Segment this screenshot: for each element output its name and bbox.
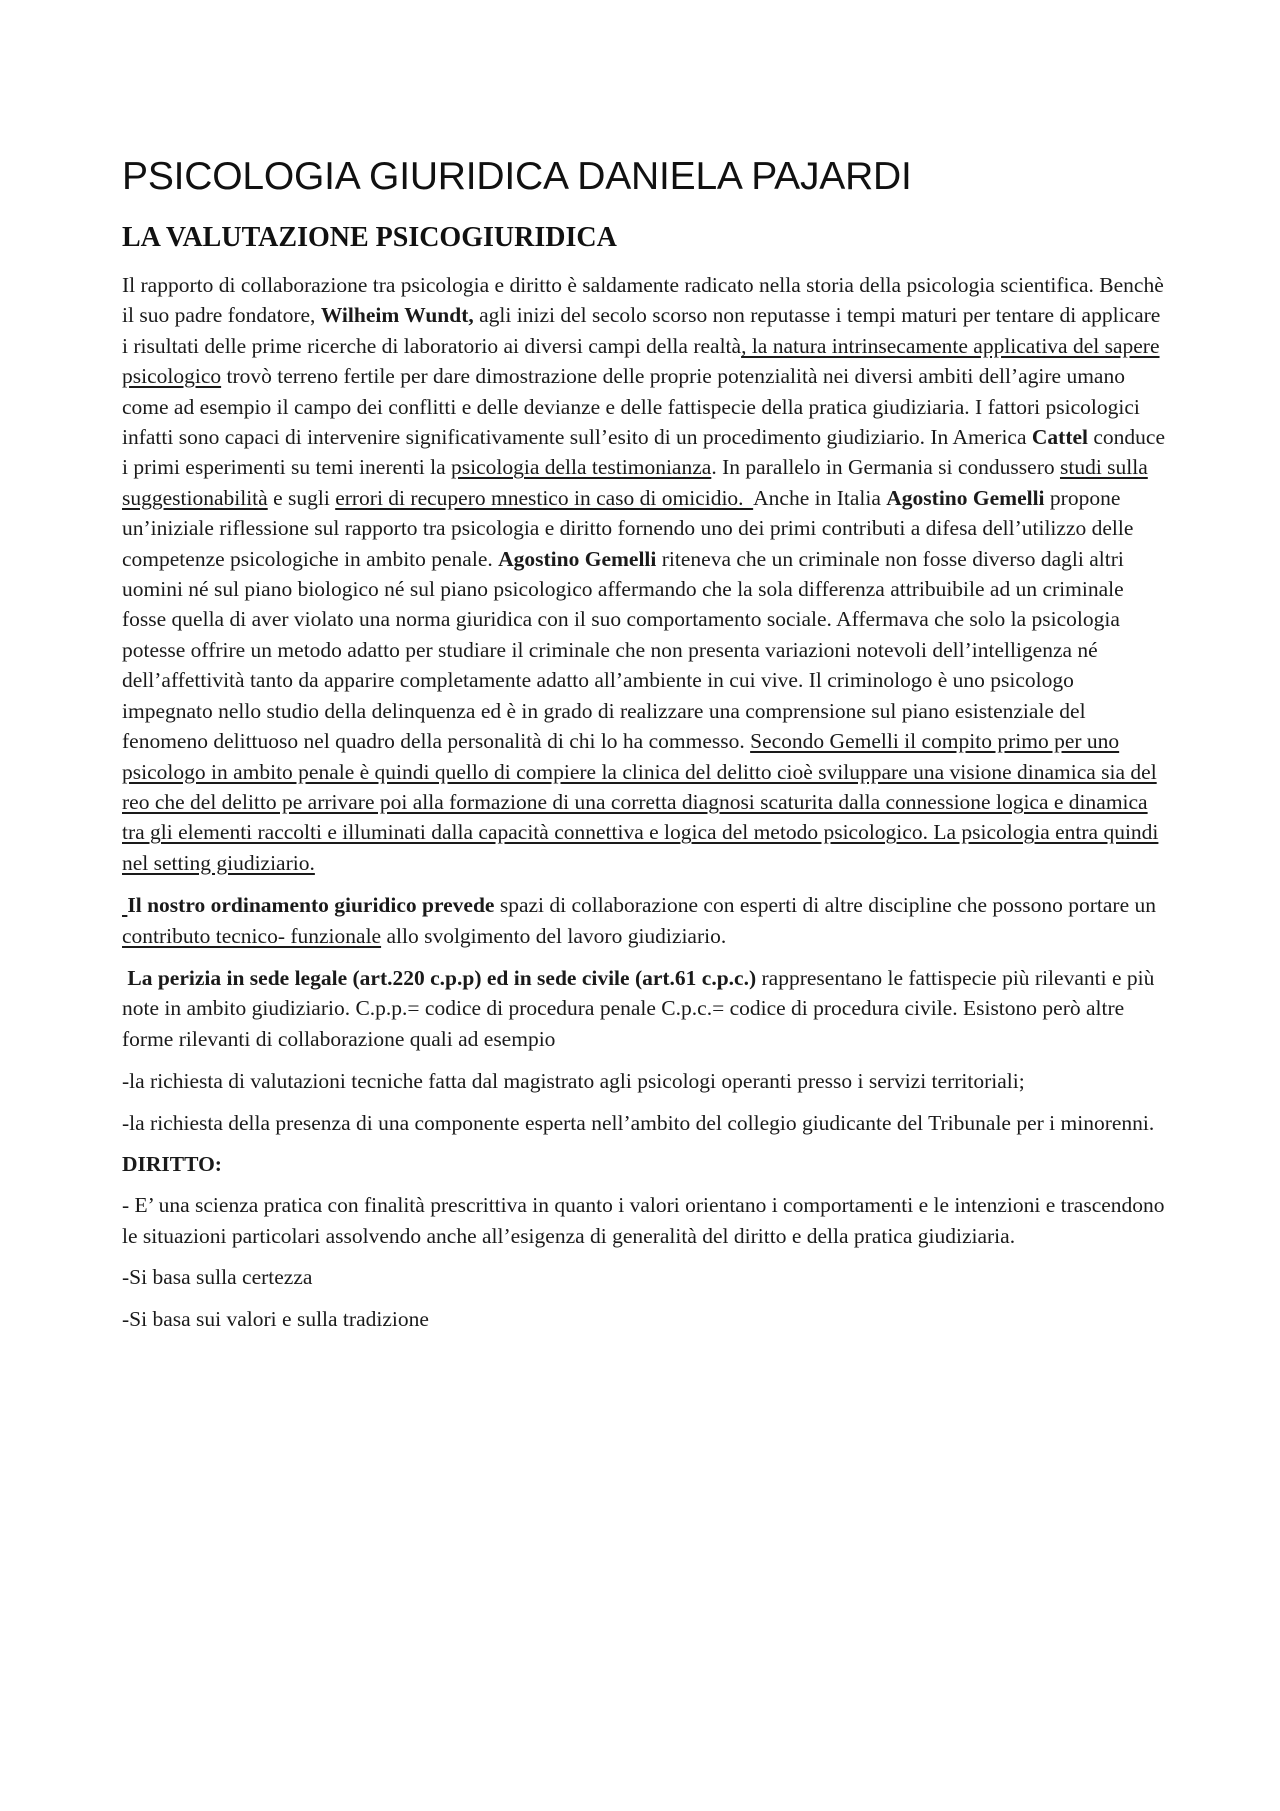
underlined-phrase: , la natura intrinsecamente applicativa del sapere psicologico (122, 333, 1160, 389)
bold-phrase: La perizia in sede legale (art.220 c.p.p) ed in sede civile (art.61 c.p.c.) (127, 965, 757, 990)
text-run: Il rapporto di collaborazione tra psicologia e diritto è saldamente radicato nella storia della psicologia scientifica. Benchè il suo padre fondatore, (122, 273, 1164, 328)
underlined-phrase: errori di recupero mnestico in caso di omicidio. (335, 485, 754, 510)
section-heading: LA VALUTAZIONE PSICOGIURIDICA (122, 222, 617, 253)
paragraph-history (122, 270, 1167, 878)
text-run: conduce i primi esperimenti su temi inerenti la (122, 425, 1166, 480)
text-run: allo svolgimento del lavoro giudiziario. (381, 923, 727, 948)
underlined-passage: Secondo Gemelli il compito primo per uno psicologo in ambito penale è quindi quello di compiere la clinica del delitto cioè sviluppare una visione dinamica sia del reo che del delitto pe arrivare poi alla formazione di una corretta diagnosi scaturita dalla connessione logica e dinamica tra gli elementi raccolti e illuminati dalla capacità connettiva e logica del metodo psicologico. La psicologia entra quindi nel setting giudiziario. (122, 729, 1159, 875)
bold-name-cattel: Cattel (1031, 425, 1089, 450)
text-run: riteneva che un criminale non fosse diverso dagli altri uomini né sul piano biologico né sul piano psicologico affermando che la sola differenza attribuibile ad un criminale fosse quella di aver violato una norma giuridica con il suo comportamento sociale. Affermava che solo la psicologia potesse offrire un metodo adatto per studiare il criminale che non presenta variazioni notevoli dell’intelligenza né dell’affettività tanto da apparire completamente adatto all’ambiente in cui vive. Il criminologo è uno psicologo impegnato nello studio della delinquenza ed è in grado di realizzare una comprensione sul piano esistenziale del fenomeno delittuoso nel quadro della personalità di chi lo ha commesso. (122, 546, 1124, 754)
underlined-phrase: contributo tecnico- funzionale (122, 923, 382, 948)
text-run: trovò terreno fertile per dare dimostrazione delle proprie potenzialità nei diversi ambiti dell’agire umano come ad esempio il campo dei conflitti e delle devianze e delle fattispecie della pratica giudiziaria. I fattori psicologici infatti sono capaci di intervenire significativamente sull’esito di un procedimento giudiziario. In America (122, 364, 1140, 450)
list-item: -la richiesta di valutazioni tecniche fatta dal magistrato agli psicologi operanti presso i servizi territoriali; (122, 1069, 1025, 1094)
text-run: agli inizi del secolo scorso non reputasse i tempi maturi per tentare di applicare i risultati delle prime ricerche di laboratorio ai diversi campi della realtà (122, 303, 1161, 358)
text-run: spazi di collaborazione con esperti di altre discipline che possono portare un (494, 893, 1156, 918)
text-run: rappresentano le fattispecie più rilevanti e più note in ambito giudiziario. C.p.p.= codice di procedura penale C.p.c.= codice di procedura civile. Esistono però altre forme rilevanti di collaborazione quali ad esempio (122, 965, 1155, 1051)
text-run: . In parallelo in Germania si condussero (711, 455, 1060, 480)
underlined-phrase: psicologia della testimonianza (451, 455, 712, 480)
paragraph-ordinamento (122, 890, 1167, 951)
diritto-heading (122, 1149, 1167, 1179)
bold-name-gemelli: Agostino Gemelli (886, 485, 1045, 510)
text-run: Anche in Italia (753, 485, 887, 510)
bold-heading: DIRITTO: (122, 1151, 222, 1176)
paragraph-perizia (122, 963, 1167, 1054)
text-run: propone un’iniziale riflessione sul rapporto tra psicologia e diritto fornendo uno dei primi contributi a difesa dell’utilizzo delle competenze psicologiche in ambito penale. (122, 485, 1134, 571)
list-item: -la richiesta della presenza di una componente esperta nell’ambito del collegio giudicante del Tribunale per i minorenni. (122, 1110, 1155, 1135)
document-title: PSICOLOGIA GIURIDICA DANIELA PAJARDI (122, 155, 912, 198)
list-item: - E’ una scienza pratica con finalità prescrittiva in quanto i valori orientano i comportamenti e le intenzioni e trascendono le situazioni particolari assolvendo anche all’esigenza di generalità del diritto e della pratica giudiziaria. (122, 1193, 1165, 1248)
bold-name-wundt: Wilheim Wundt, (320, 303, 474, 328)
list-item: -Si basa sui valori e sulla tradizione (122, 1306, 429, 1331)
underlined-phrase: studi sulla suggestionabilità (122, 455, 1148, 510)
bold-name-gemelli: Agostino Gemelli (498, 546, 657, 571)
bold-phrase: Il nostro ordinamento giuridico prevede (127, 893, 495, 918)
list-item: -Si basa sulla certezza (122, 1265, 313, 1290)
text-run: e sugli (267, 485, 336, 510)
document-body (122, 150, 1167, 1345)
